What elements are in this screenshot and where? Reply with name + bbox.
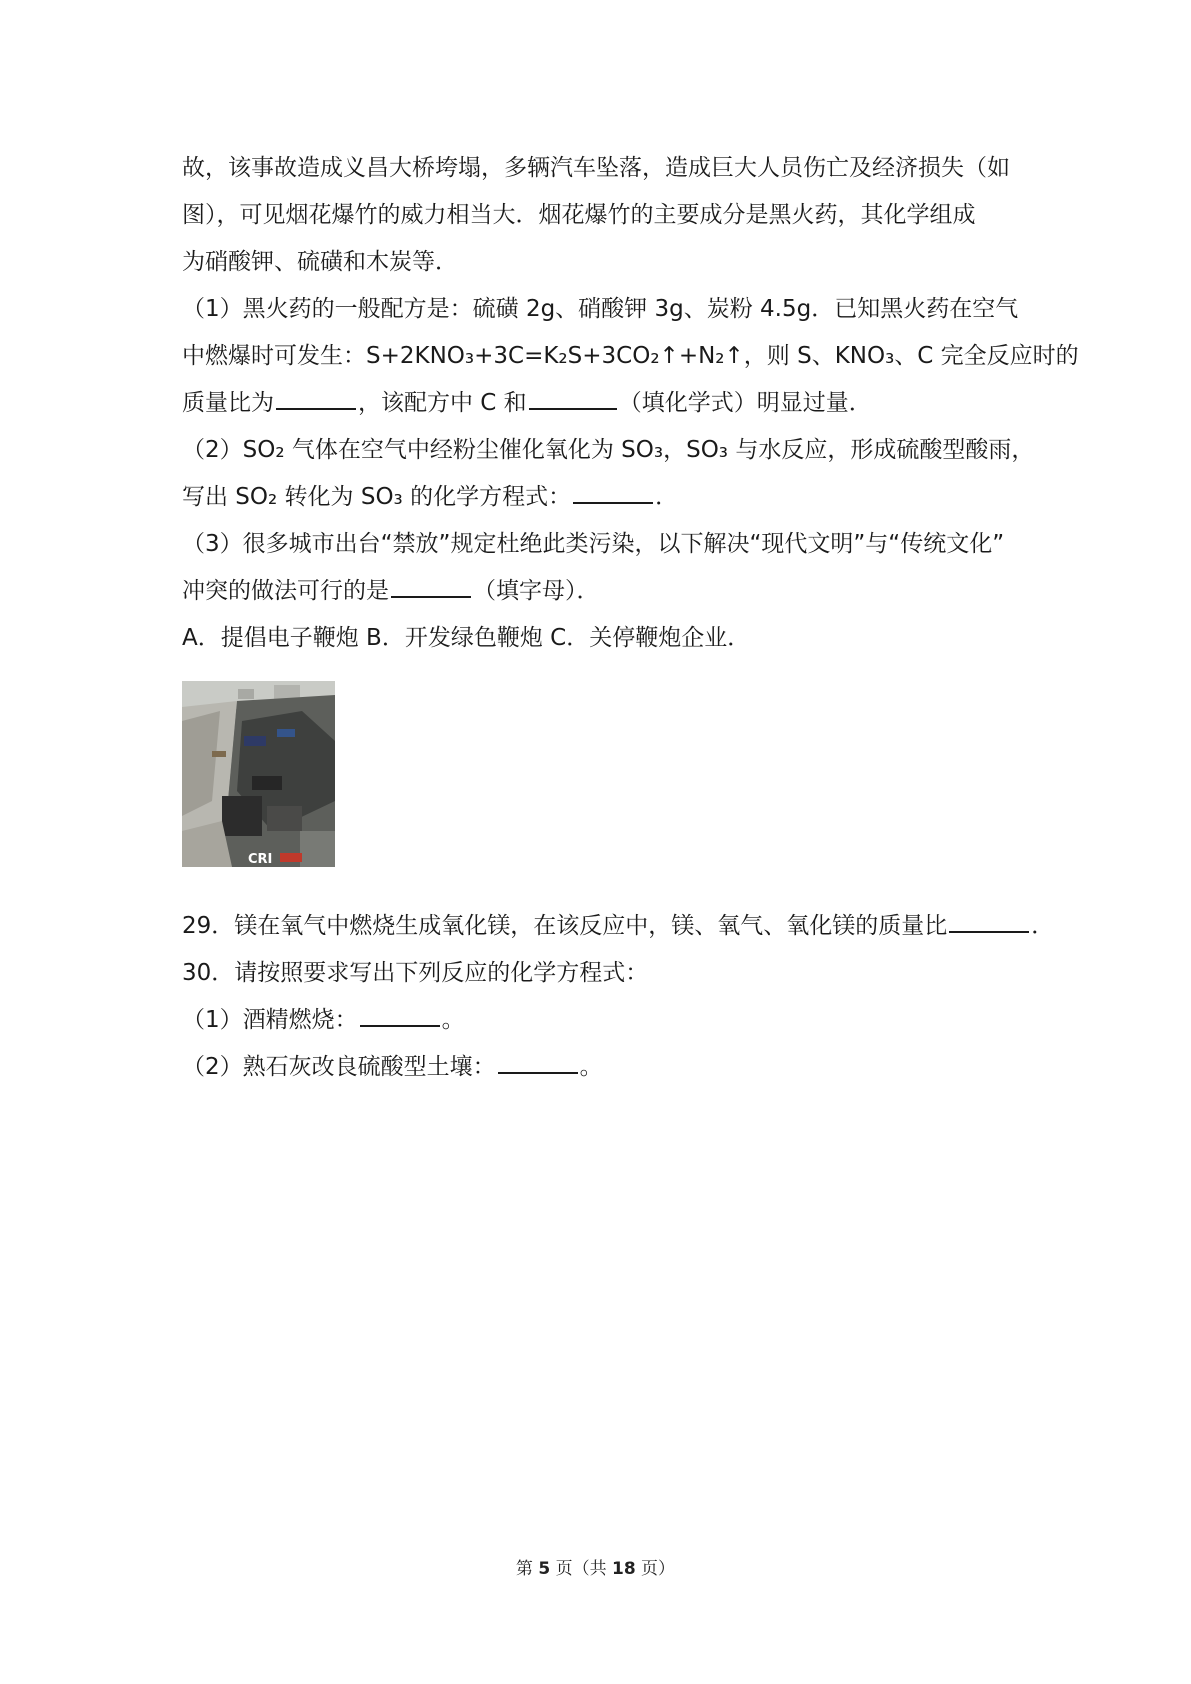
question-30	[182, 950, 1022, 1091]
answer-blank[interactable]	[529, 382, 617, 410]
question-1	[182, 286, 1079, 427]
answer-blank[interactable]	[949, 905, 1029, 933]
q30-title: 30．请按照要求写出下列反应的化学方程式：	[182, 960, 649, 986]
q3-options: A．提倡电子鞭炮 B．开发绿色鞭炮 C．关停鞭炮企业．	[182, 625, 751, 651]
q3-line: 冲突的做法可行的是 （填字母）．	[182, 568, 1022, 615]
q3-line: （3）很多城市出台“禁放”规定杜绝此类污染，以下解决“现代文明”与“传统文化”	[182, 531, 1005, 557]
q29-line: 29．镁在氧气中燃烧生成氧化镁，在该反应中，镁、氧气、氧化镁的质量比 ．	[182, 903, 1022, 950]
answer-blank[interactable]	[276, 382, 356, 410]
answer-blank[interactable]	[360, 999, 440, 1027]
q30-item: （2）熟石灰改良硫酸型土壤： 。	[182, 1044, 1022, 1091]
page-footer: 第 5 页（共 18 页）	[515, 1559, 676, 1579]
photo-watermark: CRI	[248, 852, 273, 867]
q2-line: 写出 SO₂ 转化为 SO₃ 的化学方程式： ．	[182, 474, 1022, 521]
intro-line: 为硝酸钾、硫磺和木炭等．	[182, 249, 458, 275]
bridge-collapse-photo	[182, 681, 335, 867]
q30-item: （1）酒精燃烧： 。	[182, 997, 1022, 1044]
intro-paragraph	[182, 145, 1022, 286]
q1-line: 质量比为 ，该配方中 C 和 （填化学式）明显过量．	[182, 380, 1022, 427]
q1-line: 中燃爆时可发生：S+2KNO₃+3C=K₂S+3CO₂↑+N₂↑，则 S、KNO₃、C 完全反应时的	[182, 343, 1079, 369]
question-3	[182, 521, 1022, 662]
intro-line: 图），可见烟花爆竹的威力相当大．烟花爆竹的主要成分是黑火药，其化学组成	[182, 202, 976, 228]
answer-blank[interactable]	[391, 570, 471, 598]
page-number: 5	[538, 1559, 551, 1579]
question-2	[182, 427, 1035, 521]
answer-blank[interactable]	[573, 476, 653, 504]
q1-line: （1）黑火药的一般配方是：硫磺 2g、硝酸钾 3g、炭粉 4.5g．已知黑火药在空气	[182, 296, 1019, 322]
question-29	[182, 903, 1055, 950]
answer-blank[interactable]	[498, 1046, 578, 1074]
intro-line: 故，该事故造成义昌大桥垮塌，多辆汽车坠落，造成巨大人员伤亡及经济损失（如	[182, 155, 1010, 181]
q2-line: （2）SO₂ 气体在空气中经粉尘催化氧化为 SO₃，SO₃ 与水反应，形成硫酸型酸雨，	[182, 437, 1035, 463]
page-total: 18	[611, 1559, 636, 1579]
